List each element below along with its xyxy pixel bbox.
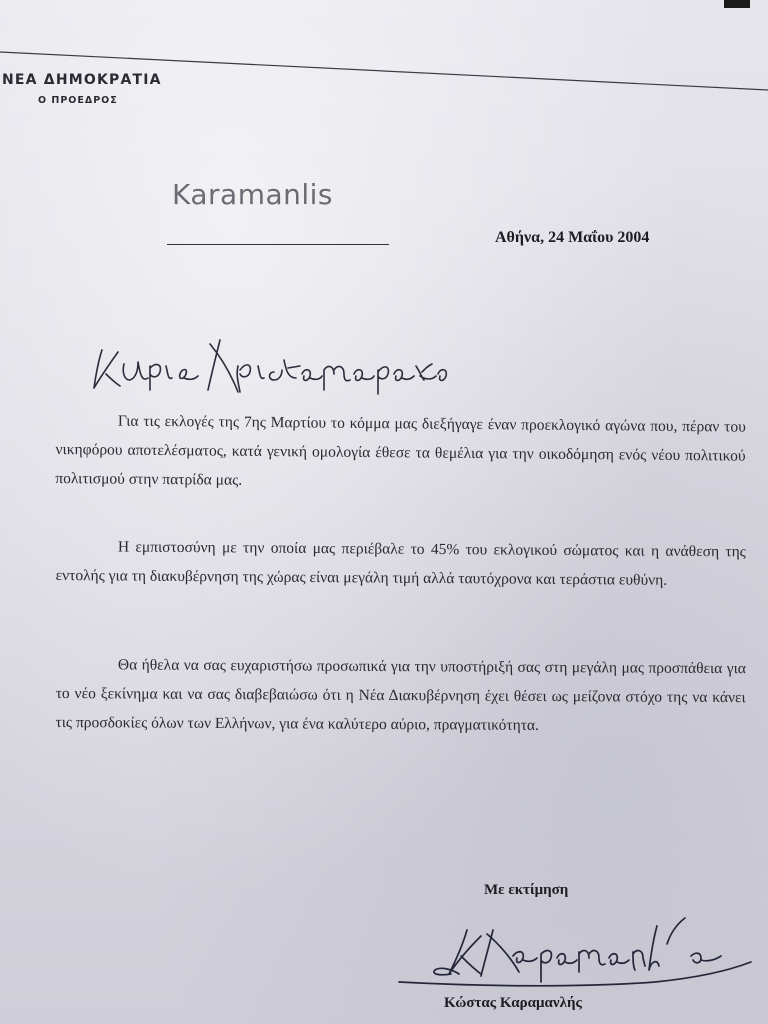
- party-role: Ο ΠΡΟΕΔΡΟΣ: [38, 95, 118, 106]
- handwritten-salutation: [88, 330, 458, 410]
- party-name: ΝΕΑ ΔΗΜΟΚΡΑΤΙΑ: [2, 72, 162, 88]
- paragraph-2: Η εμπιστοσύνη με την οποία μας περιέβαλε το 45% του εκλογικού σώματος και η ανάθεση της εντολής για τη διακυβέρνηση της χώρας είναι μεγάλη τιμή αλλά ταυτόχρονα και τεράστια ευθύνη.: [55, 538, 746, 589]
- letter-date: Αθήνα, 24 Μαΐου 2004: [495, 229, 650, 246]
- header-rule: [0, 0, 768, 110]
- signer-name: Κώστας Καραμανλής: [444, 995, 582, 1011]
- paragraph-1: Για τις εκλογές της 7ης Μαρτίου το κόμμα μας διεξήγαγε έναν προεκλογικό αγώνα που, πέραν του νικηφόρου αποτελέσματος, κατά γενική ομολογία έθεσε τα θεμέλια για την οικοδόμηση ενός νέου πολιτικού πολιτισμού στην πατρίδα μας.: [55, 412, 746, 489]
- paragraph-3: Θα ήθελα να σας ευχαριστήσω προσωπικά για την υποστήριξή σας στη μεγάλη μας προσπάθεια για το νέο ξεκίνημα και να σας διαβεβαιώσω ότι η Νέα Διακυβέρνηση έχει θέσει ως μείζονα στόχο της να κάνει τις προσδοκίες όλων των Ελλήνων, για ένα καλύτερο αύριο, πραγματικότητα.: [55, 656, 746, 734]
- handwritten-signature: [395, 900, 755, 1000]
- closing-line: Με εκτίμηση: [484, 882, 569, 898]
- stamp-name: Karamanlis: [172, 178, 334, 211]
- stamp-underline: [167, 244, 389, 245]
